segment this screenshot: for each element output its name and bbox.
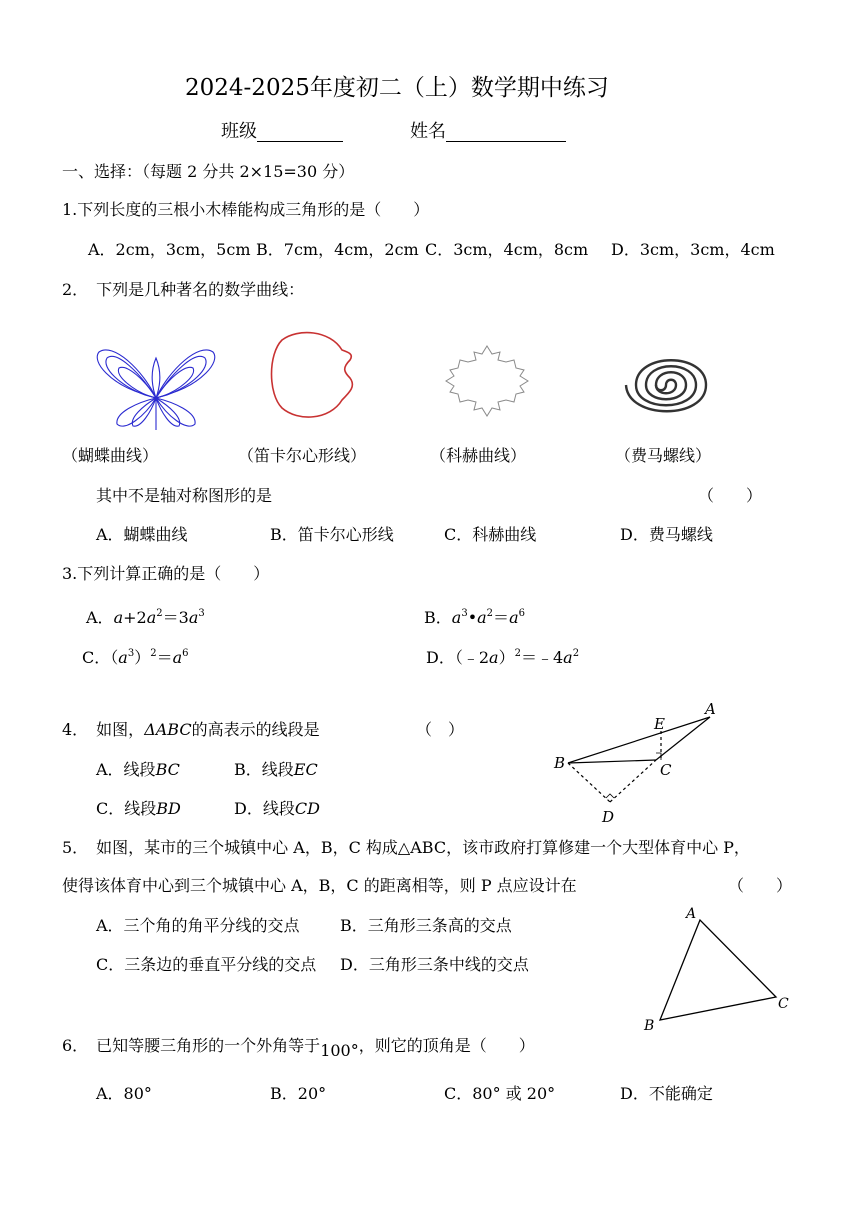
q2-answer-paren: （ ） [698,486,763,505]
q3-option-c: C．$(a^3)^2=a^6$ [82,648,189,667]
q5-answer-paren: （ ） [728,876,793,895]
q4-answer-paren: （ ） [416,720,465,739]
q4-label-e: E [654,715,665,733]
q4-stem: 4． 如图，ΔABC的高表示的线段是 [62,720,320,739]
fermat-spiral-figure [620,340,712,430]
q4-option-c: C．线段BD [96,799,181,818]
class-field [221,122,343,142]
q6-stem: 6． 已知等腰三角形的一个外角等于100°，则它的顶角是（ ） [62,1036,535,1060]
name-blank[interactable] [446,123,566,142]
q6-option-d: D．不能确定 [620,1084,713,1103]
q6-option-c: C．80° 或 20° [444,1084,556,1103]
q4-option-a: A．线段BC [96,760,180,779]
q6-option-a: A．80° [96,1084,152,1103]
class-label: 班级 [221,121,257,142]
butterfly-curve-figure [93,340,219,432]
cardioid-figure [270,328,358,422]
q2-stem: 2． 下列是几种著名的数学曲线： [62,280,305,299]
q3-option-a: A．$a+2a^2=3a^3$ [86,608,205,627]
q5-option-b: B．三角形三条高的交点 [340,916,512,935]
q2-option-a: A．蝴蝶曲线 [96,525,188,544]
q5-option-c: C．三条边的垂直平分线的交点 [96,955,317,974]
q5-option-d: D．三角形三条中线的交点 [340,955,529,974]
section-heading: 一、选择：（每题 2 分共 2×15=30 分） [62,162,355,181]
name-field [410,122,566,142]
caption-cardioid: （笛卡尔心形线） [238,446,367,465]
q5-option-a: A．三个角的角平分线的交点 [96,916,300,935]
q2-option-c: C．科赫曲线 [444,525,537,544]
q4-label-a: A [705,700,716,718]
q4-option-d: D．线段CD [234,799,320,818]
q3-option-d: D．$(﹣2a)^2=﹣4a^2$ [426,648,580,667]
q3-option-b: B．$a^3•a^2=a^6$ [424,608,525,627]
q1-stem: 1.下列长度的三根小木棒能构成三角形的是（ ） [62,200,430,219]
q1-option-c: C．3cm，4cm，8cm [425,240,589,259]
q5-label-b: B [644,1018,655,1034]
q2-question: 其中不是轴对称图形的是 [96,486,273,505]
q5-triangle-figure [640,900,800,1040]
q1-option-a: A．2cm，3cm，5cm [88,240,251,259]
q6-angle: 100° [320,1041,359,1060]
q1-option-d: D．3cm，3cm，4cm [611,240,775,259]
q4-option-b: B．线段EC [234,760,318,779]
name-label: 姓名 [410,121,446,142]
koch-curve-figure [444,344,530,418]
q2-option-d: D．费马螺线 [620,525,713,544]
caption-spiral: （费马螺线） [615,446,712,465]
q5-line1: 5． 如图，某市的三个城镇中心 A，B，C 构成△ABC，该市政府打算修建一个大型体育中心 P， [62,838,750,857]
q5-label-a: A [686,906,697,922]
q6-option-b: B．20° [270,1084,327,1103]
caption-butterfly: （蝴蝶曲线） [62,446,159,465]
q1-option-b: B．7cm，4cm，2cm [256,240,419,259]
class-blank[interactable] [257,123,343,142]
q5-label-c: C [778,996,789,1012]
q4-label-d: D [602,808,615,826]
q4-triangle-figure [550,700,730,830]
q3-stem: 3.下列计算正确的是（ ） [62,564,270,583]
q4-label-c: C [660,761,672,779]
caption-koch: （科赫曲线） [430,446,527,465]
page-title: 2024-2025年度初二（上）数学期中练习 [185,75,609,101]
q4-label-b: B [554,754,566,772]
q5-line2: 使得该体育中心到三个城镇中心 A，B，C 的距离相等，则 P 点应设计在 [62,876,577,895]
q2-option-b: B．笛卡尔心形线 [270,525,394,544]
